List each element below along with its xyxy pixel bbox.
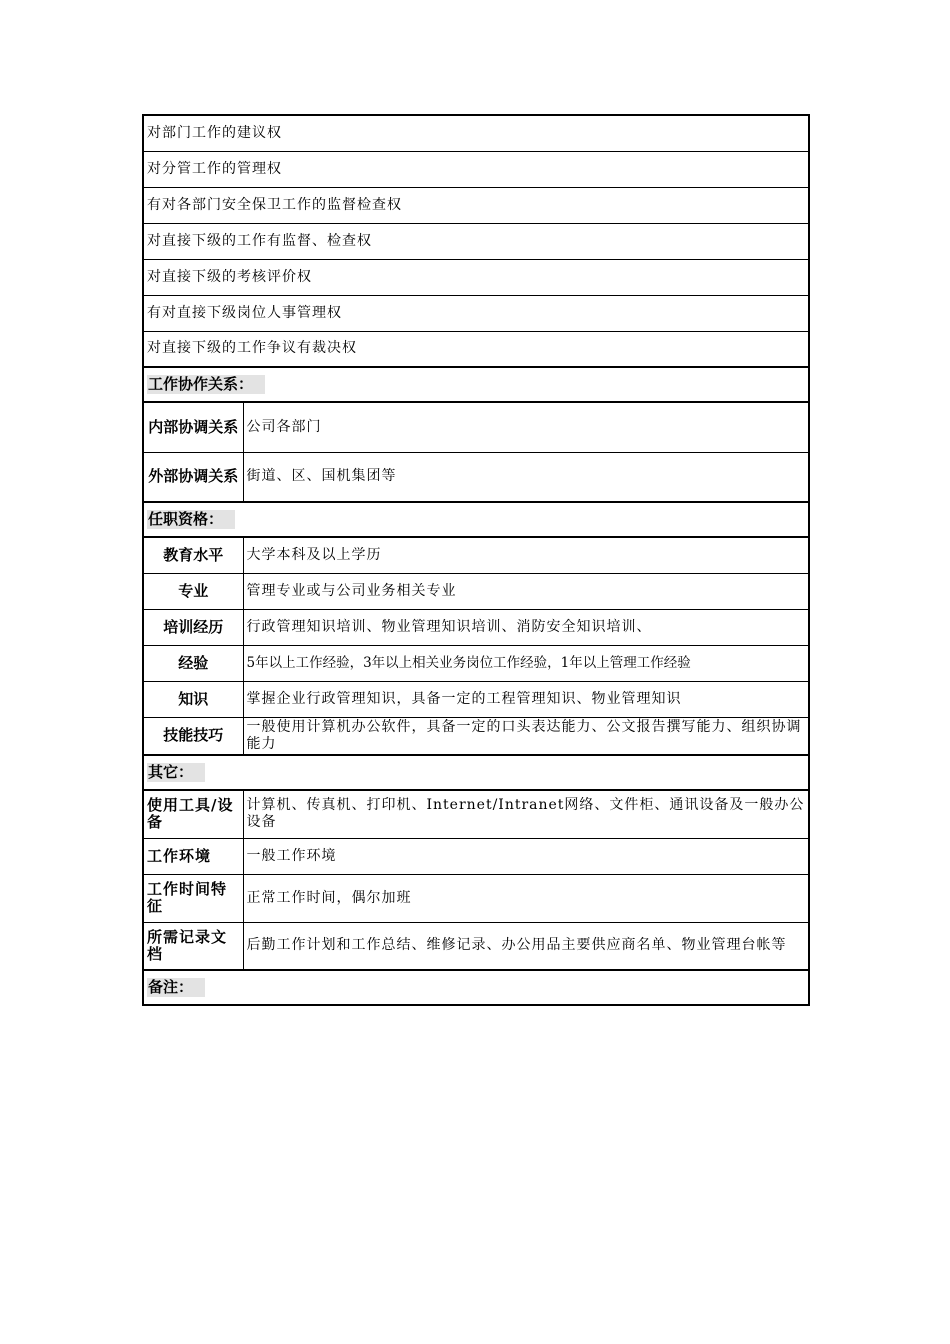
section-header-remarks: [143, 970, 809, 1005]
field-label: 使用工具/设备: [143, 790, 243, 838]
rights-row: [143, 115, 809, 151]
qualification-row: [143, 681, 809, 717]
section-title: 备注：: [147, 978, 205, 997]
section-title: 任职资格：: [147, 510, 235, 529]
field-label: 经验: [143, 645, 243, 681]
section-title: 其它：: [147, 763, 205, 782]
field-value: 一般工作环境: [243, 838, 809, 874]
field-label: 知识: [143, 681, 243, 717]
right-item: 对直接下级的工作争议有裁决权: [143, 331, 809, 367]
other-row: [143, 874, 809, 922]
right-item: 对部门工作的建议权: [143, 115, 809, 151]
field-value: 掌握企业行政管理知识，具备一定的工程管理知识、物业管理知识: [243, 681, 809, 717]
field-value: 管理专业或与公司业务相关专业: [243, 573, 809, 609]
field-value: 街道、区、国机集团等: [243, 452, 809, 502]
section-header-qualification: [143, 502, 809, 537]
field-label: 内部协调关系: [143, 402, 243, 452]
other-row: [143, 838, 809, 874]
field-label: 工作时间特征: [143, 874, 243, 922]
right-item: 对直接下级的工作有监督、检查权: [143, 223, 809, 259]
cooperation-row: [143, 452, 809, 502]
rights-row: [143, 151, 809, 187]
qualification-row: [143, 609, 809, 645]
field-value: 后勤工作计划和工作总结、维修记录、办公用品主要供应商名单、物业管理台帐等: [243, 922, 809, 970]
field-label: 专业: [143, 573, 243, 609]
qualification-row: [143, 717, 809, 755]
field-value: 公司各部门: [243, 402, 809, 452]
cooperation-row: [143, 402, 809, 452]
field-label: 外部协调关系: [143, 452, 243, 502]
field-value: 正常工作时间，偶尔加班: [243, 874, 809, 922]
field-value: 计算机、传真机、打印机、Internet/Intranet网络、文件柜、通讯设备及一般办公设备: [243, 790, 809, 838]
other-row: [143, 790, 809, 838]
qualification-row: [143, 573, 809, 609]
section-header-cooperation: [143, 367, 809, 402]
field-label: 技能技巧: [143, 717, 243, 755]
qualification-row: [143, 537, 809, 573]
field-label: 工作环境: [143, 838, 243, 874]
field-value: 一般使用计算机办公软件，具备一定的口头表达能力、公文报告撰写能力、组织协调能力: [243, 717, 809, 755]
field-value: 大学本科及以上学历: [243, 537, 809, 573]
section-header-other: [143, 755, 809, 790]
field-label: 教育水平: [143, 537, 243, 573]
right-item: 对分管工作的管理权: [143, 151, 809, 187]
job-description-table: [142, 114, 810, 1006]
rights-row: [143, 187, 809, 223]
rights-row: [143, 331, 809, 367]
field-value: 行政管理知识培训、物业管理知识培训、消防安全知识培训、: [243, 609, 809, 645]
rights-row: [143, 259, 809, 295]
field-label: 培训经历: [143, 609, 243, 645]
right-item: 有对直接下级岗位人事管理权: [143, 295, 809, 331]
section-title: 工作协作关系：: [147, 375, 265, 394]
other-row: [143, 922, 809, 970]
rights-row: [143, 223, 809, 259]
job-description-document: [142, 114, 808, 1006]
right-item: 有对各部门安全保卫工作的监督检查权: [143, 187, 809, 223]
field-value: 5年以上工作经验，3年以上相关业务岗位工作经验，1年以上管理工作经验: [243, 645, 809, 681]
qualification-row: [143, 645, 809, 681]
right-item: 对直接下级的考核评价权: [143, 259, 809, 295]
field-label: 所需记录文档: [143, 922, 243, 970]
rights-row: [143, 295, 809, 331]
